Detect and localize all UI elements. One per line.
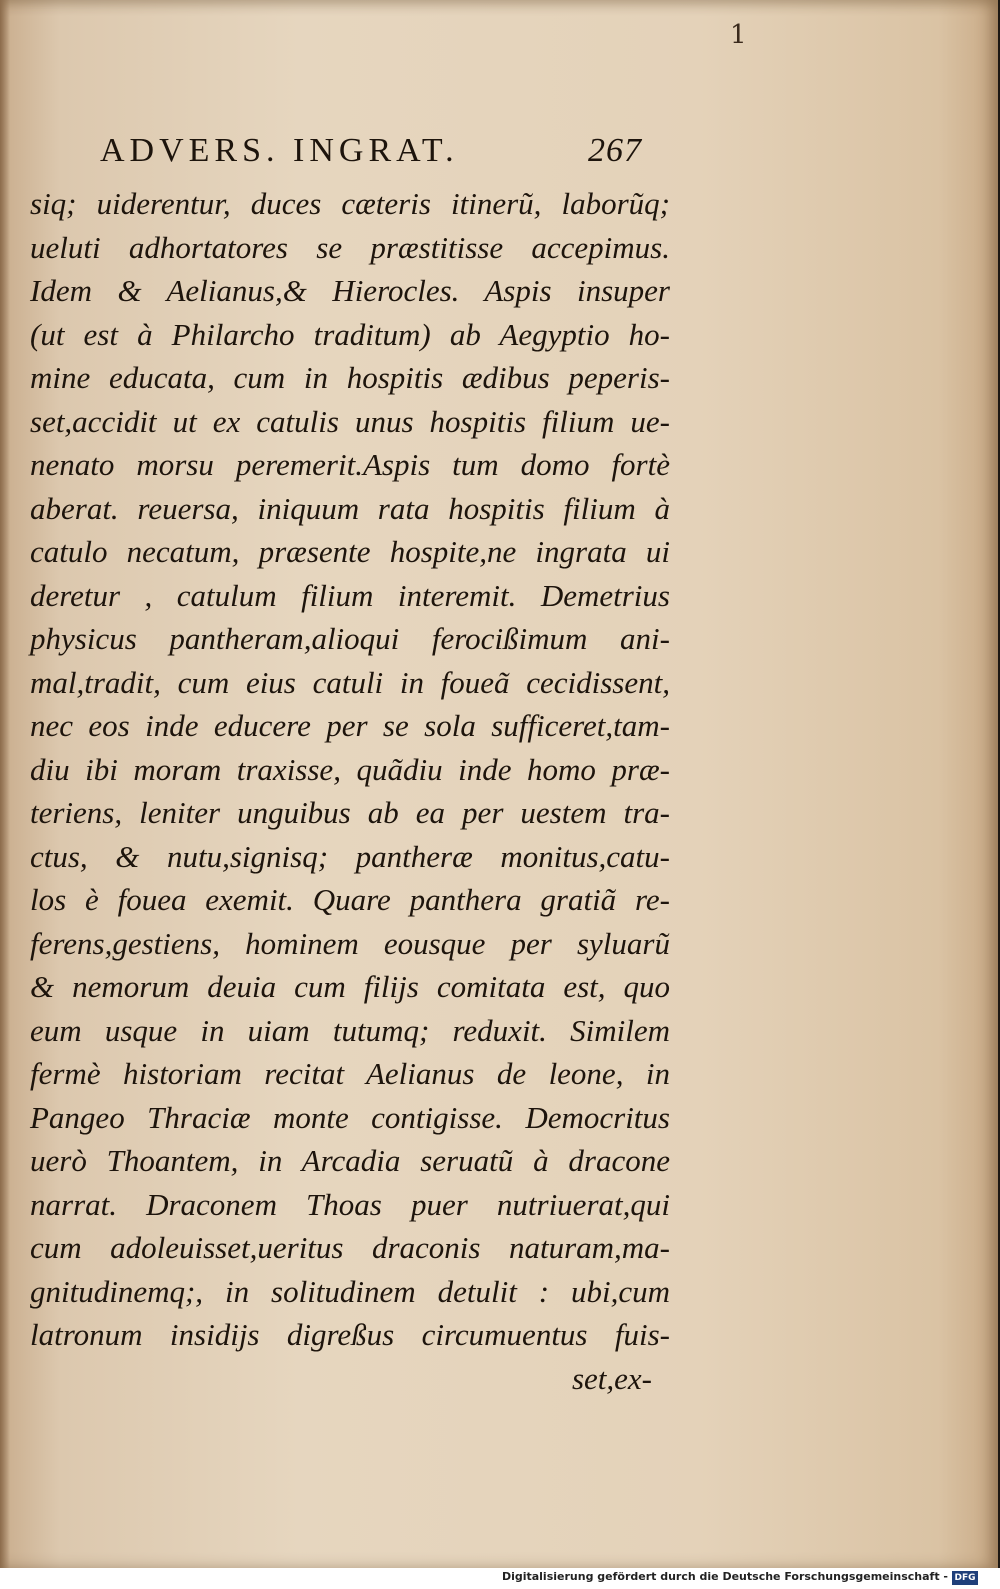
text-line: Pangeo Thraciæ monte contigisse. Democritus	[30, 1099, 670, 1135]
text-line: teriens, leniter unguibus ab ea per uestem tra-	[30, 795, 670, 830]
text-line: set,ex-	[571, 1360, 652, 1396]
body-text	[30, 182, 670, 1400]
text-line: uerò Thoantem, in Arcadia seruatũ à dracone	[30, 1143, 670, 1178]
text-line: latronum insidijs digreßus circumuentus fuis-	[30, 1317, 670, 1352]
text-line: siq; uiderentur, duces cæteris itinerũ, laborũq;	[30, 186, 670, 221]
text-line: ferens,gestiens, hominem eousque per syluarũ	[30, 925, 670, 961]
text-line: gnitudinemq;, in solitudinem detulit : ubi,cum	[30, 1273, 670, 1309]
text-line: narrat. Draconem Thoas puer nutriuerat,qui	[30, 1186, 670, 1222]
text-line: & nemorum deuia cum filijs comitata est, quo	[30, 969, 670, 1004]
text-line: catulo necatum, præsente hospite,ne ingrata ui	[30, 534, 670, 569]
text-line: set,accidit ut ex catulis unus hospitis filium ue-	[30, 403, 670, 439]
text-line: nenato morsu peremerit.Aspis tum domo fortè	[30, 447, 670, 482]
text-line: physicus pantheram,alioqui ferocißimum ani-	[30, 621, 670, 656]
text-line: nec eos inde educere per se sola sufficeret,tam-	[30, 708, 670, 743]
text-line: aberat. reuersa, iniquum rata hospitis filium à	[30, 490, 670, 526]
text-line: cum adoleuisset,ueritus draconis naturam,ma-	[30, 1230, 670, 1265]
text-line: Idem & Aelianus,& Hierocles. Aspis insuper	[30, 273, 670, 308]
corner-mark: 1	[730, 20, 747, 50]
text-line: (ut est à Philarcho traditum) ab Aegyptio ho-	[30, 316, 670, 352]
dfg-logo: DFG	[952, 1571, 978, 1585]
text-line: ueluti adhortatores se præstitisse accepimus.	[30, 229, 670, 265]
text-line: fermè historiam recitat Aelianus de leone, in	[30, 1056, 670, 1091]
text-line: mine educata, cum in hospitis ædibus peperis-	[30, 360, 670, 395]
running-head-title: ADVERS. INGRAT.	[100, 132, 459, 169]
text-line: diu ibi moram traxisse, quãdiu inde homo præ-	[30, 751, 670, 787]
footer-credit: Digitalisierung gefördert durch die Deutsche Forschungsgemeinschaft -	[501, 1570, 948, 1583]
text-line: ctus, & nutu,signisq; pantheræ monitus,catu-	[30, 838, 670, 874]
text-line: mal,tradit, cum eius catuli in fouea͂ cecidissent,	[30, 664, 670, 700]
text-line: deretur , catulum filium interemit. Demetrius	[30, 577, 670, 613]
page-gutter-shadow	[0, 0, 10, 1568]
text-line: eum usque in uiam tutumq; reduxit. Similem	[30, 1012, 670, 1048]
digitization-footer	[0, 1568, 1000, 1589]
running-head	[100, 132, 660, 176]
page-number: 267	[588, 132, 642, 169]
text-line: los è fouea exemit. Quare panthera gratiã re-	[30, 882, 670, 917]
